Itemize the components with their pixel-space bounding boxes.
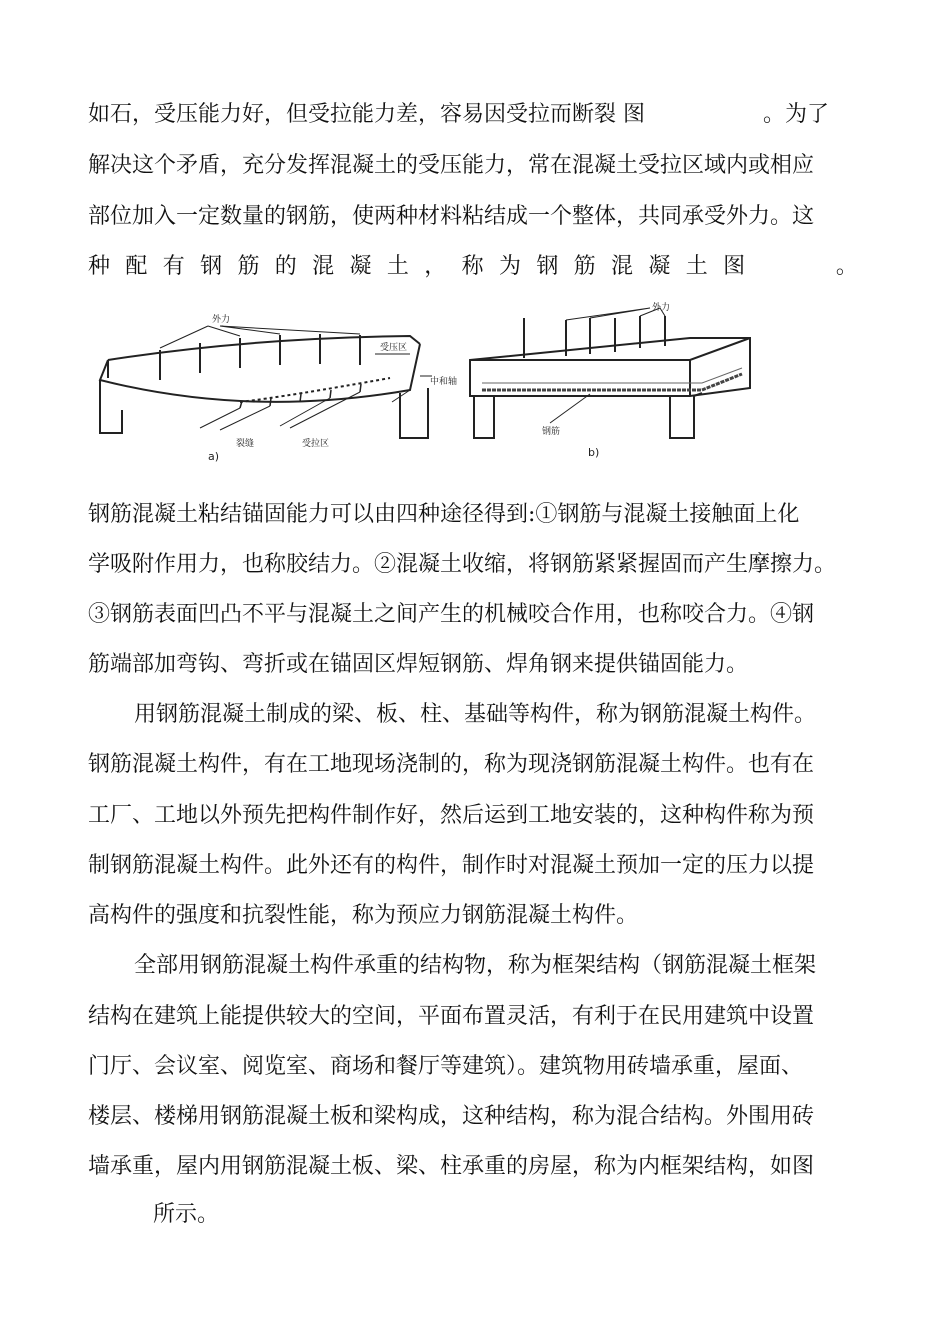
word: 凝 [349, 254, 372, 279]
label-compression-zone: 受压区 [380, 343, 408, 353]
word: 钢 [200, 254, 223, 279]
word: ， [424, 254, 447, 279]
label-neutral-axis: 中和轴 [430, 377, 458, 387]
label-force-a: 外力 [212, 315, 231, 325]
text-line: 学吸附作用力，也称胶结力。②混凝土收缩，将钢筋紧紧握固而产生摩擦力。 [88, 552, 837, 577]
word: 。 [835, 254, 858, 279]
word: 筋 [237, 254, 260, 279]
word: 种 [88, 254, 111, 279]
label-force-b: 外力 [652, 303, 671, 313]
label-crack: 裂缝 [236, 439, 255, 449]
text-line: 部位加入一定数量的钢筋，使两种材料粘结成一个整体，共同承受外力。这 [88, 204, 815, 229]
text-line-indent: 用钢筋混凝土制成的梁、板、柱、基础等构件，称为钢筋混凝土构件。 [134, 702, 817, 727]
text-segment: 。为了 [763, 102, 830, 127]
text-line: 筋端部加弯钩、弯折或在锚固区焊短钢筋、焊角钢来提供锚固能力。 [88, 652, 749, 677]
text-line: 门厅、会议室、阅览室、商场和餐厅等建筑）。建筑物用砖墙承重，屋面、 [88, 1054, 804, 1079]
beam-diagram [90, 298, 790, 468]
text-line: 工厂、工地以外预先把构件制作好，然后运到工地安装的，这种构件称为预 [88, 803, 815, 828]
text-line: 高构件的强度和抗裂性能，称为预应力钢筋混凝土构件。 [88, 903, 639, 928]
text-line-indent: 全部用钢筋混凝土构件承重的结构物，称为框架结构（钢筋混凝土框架 [134, 953, 817, 978]
text-line: 墙承重，屋内用钢筋混凝土板、梁、柱承重的房屋，称为内框架结构，如图 [88, 1154, 815, 1179]
word: 的 [274, 254, 297, 279]
text-line-justified [88, 252, 858, 282]
word: 筋 [573, 254, 596, 279]
word: 土 [685, 254, 708, 279]
text-line: 解决这个矛盾，充分发挥混凝土的受压能力，常在混凝土受拉区域内或相应 [88, 153, 815, 178]
caption-a: a) [208, 450, 220, 463]
text-line: ③钢筋表面凹凸不平与混凝土之间产生的机械咬合作用，也称咬合力。④钢 [88, 602, 815, 627]
word: 混 [312, 254, 335, 279]
label-tension-zone: 受拉区 [302, 439, 330, 449]
word: 有 [162, 254, 185, 279]
text-line: 钢筋混凝土粘结锚固能力可以由四种途径得到:①钢筋与混凝土接触面上化 [88, 502, 800, 527]
label-rebar: 钢筋 [542, 427, 561, 437]
word: 为 [498, 254, 521, 279]
word: 混 [611, 254, 634, 279]
text-line: 所示。 [153, 1202, 220, 1227]
word: 配 [125, 254, 148, 279]
word: 凝 [648, 254, 671, 279]
word: 土 [386, 254, 409, 279]
word: 钢 [536, 254, 559, 279]
beam-figure [90, 298, 790, 468]
text-line: 钢筋混凝土构件，有在工地现场浇制的，称为现浇钢筋混凝土构件。也有在 [88, 752, 815, 777]
text-line: 结构在建筑上能提供较大的空间，平面布置灵活，有利于在民用建筑中设置 [88, 1004, 815, 1029]
word: 图 [723, 254, 746, 279]
text-segment: 如石，受压能力好，但受拉能力差，容易因受拉而断裂 图 [88, 102, 645, 127]
word: 称 [461, 254, 484, 279]
text-line: 楼层、楼梯用钢筋混凝土板和梁构成，这种结构，称为混合结构。外围用砖 [88, 1104, 815, 1129]
text-line [88, 100, 863, 130]
text-line: 制钢筋混凝土构件。此外还有的构件，制作时对混凝土预加一定的压力以提 [88, 853, 815, 878]
caption-b: b) [588, 446, 600, 459]
